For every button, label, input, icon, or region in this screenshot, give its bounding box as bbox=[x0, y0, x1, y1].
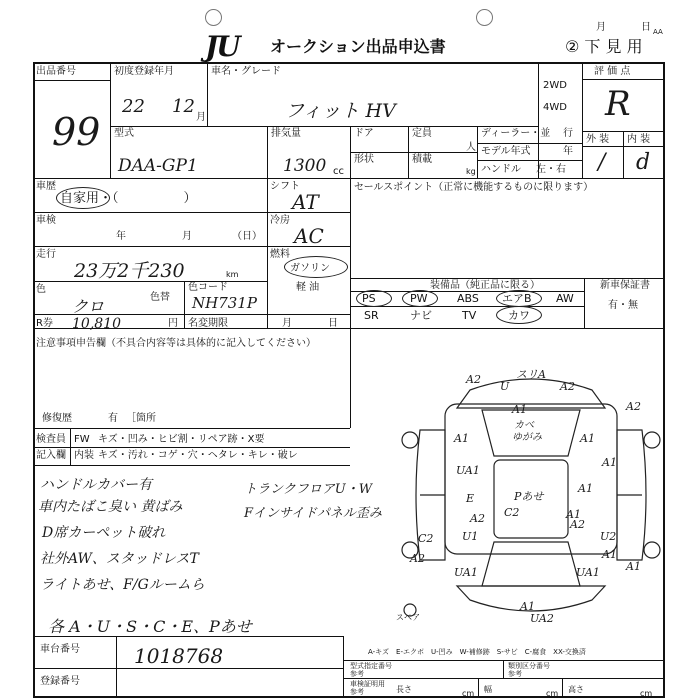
warranty-value: 有・無 bbox=[608, 300, 638, 311]
class-label: 類別区分番号 bbox=[508, 662, 550, 670]
month-label: 月 bbox=[596, 22, 606, 33]
inspection-month: 月 bbox=[182, 231, 192, 242]
mark: A2 bbox=[560, 380, 575, 393]
name-change-label: 名変期限 bbox=[188, 318, 228, 329]
mark: A2 bbox=[470, 512, 485, 525]
height-unit: cm bbox=[640, 689, 653, 698]
mark: カベ bbox=[514, 420, 534, 431]
model-label: 型式 bbox=[114, 128, 134, 139]
punch-hole bbox=[205, 9, 222, 26]
mark: UA2 bbox=[530, 612, 554, 625]
equip-navi: ナビ bbox=[410, 309, 432, 322]
mileage-value: 23万2千230 bbox=[74, 260, 185, 282]
exterior-grade: / bbox=[598, 150, 606, 175]
mark: C2 bbox=[418, 532, 434, 545]
displacement-value: 1300 bbox=[283, 156, 327, 176]
grade-value: R bbox=[605, 84, 631, 124]
exterior-label: 外 装 bbox=[586, 134, 610, 145]
note-line-3: D席カーペット破れ bbox=[42, 525, 166, 541]
spare-label: スペア bbox=[396, 613, 420, 622]
inspection-year: 年 bbox=[116, 231, 126, 242]
chassis-value: 1018768 bbox=[134, 644, 224, 668]
model-year-unit: 年 bbox=[563, 146, 573, 157]
door-label: ドア bbox=[354, 128, 374, 139]
mark: UA1 bbox=[456, 464, 480, 477]
interior-label: 内 装 bbox=[627, 134, 651, 145]
mark: A1 bbox=[602, 548, 617, 561]
cert-date-label: 車検証明用 bbox=[350, 680, 385, 688]
mark: C2 bbox=[504, 506, 520, 519]
equip-abs: ABS bbox=[457, 292, 479, 305]
color-code-value: NH731P bbox=[192, 294, 257, 312]
cert-ref: 参考 bbox=[350, 688, 364, 696]
recycle-unit: 円 bbox=[168, 318, 178, 329]
model-value: DAA-GP1 bbox=[118, 156, 198, 176]
drive-4wd: 4WD bbox=[543, 102, 567, 113]
equip-airbag-circle bbox=[496, 290, 542, 307]
type-cert-ref: 参考 bbox=[350, 670, 364, 678]
displacement-label: 排気量 bbox=[271, 128, 301, 139]
lot-number: 99 bbox=[52, 110, 101, 154]
model-year-label: モデル年式 bbox=[481, 146, 531, 157]
repair-location: ［箇所 bbox=[126, 413, 156, 424]
equip-ps: PS bbox=[362, 292, 376, 305]
aircon-value: AC bbox=[294, 224, 324, 248]
entry-label: 記入欄 bbox=[36, 450, 66, 461]
month-unit: 月 bbox=[196, 112, 206, 123]
class-ref: 参考 bbox=[508, 670, 522, 678]
warranty-label: 新車保証書 bbox=[600, 280, 650, 291]
shape-label: 形状 bbox=[354, 154, 374, 165]
inspection-label: 車検 bbox=[36, 215, 56, 226]
width-unit: cm bbox=[546, 689, 559, 698]
lot-label: 出品番号 bbox=[36, 66, 76, 77]
length-unit: cm bbox=[462, 689, 475, 698]
mark: UA1 bbox=[454, 566, 478, 579]
note-line-1: ハンドルカバー有 bbox=[40, 477, 152, 493]
mark: A1 bbox=[580, 432, 595, 445]
copy-label: ② 下 見 用 bbox=[565, 37, 643, 56]
mileage-label: 走行 bbox=[36, 249, 56, 260]
color-value: クロ bbox=[72, 297, 105, 316]
mark: UA1 bbox=[576, 566, 600, 579]
name-change-day: 日 bbox=[328, 318, 338, 329]
shift-label: シフト bbox=[270, 181, 300, 192]
equip-airbag: エアB bbox=[502, 292, 532, 305]
equip-leather-circle bbox=[496, 306, 542, 324]
mark: U2 bbox=[600, 530, 617, 543]
capacity-label: 定員 bbox=[412, 128, 432, 139]
type-cert-label: 型式指定番号 bbox=[350, 662, 392, 670]
equip-pw-circle bbox=[402, 290, 438, 307]
width-label: 幅 bbox=[484, 685, 492, 694]
first-reg-month: 12 bbox=[172, 96, 195, 117]
registration-label: 登録番号 bbox=[40, 676, 80, 687]
mark: A2 bbox=[466, 373, 481, 386]
usage-label: 車歴 bbox=[36, 181, 56, 192]
first-reg-label: 初度登録年月 bbox=[114, 66, 174, 77]
color-code-label: 色コード bbox=[188, 282, 228, 293]
equip-aw: AW bbox=[556, 292, 574, 305]
fuel-light-oil: 軽 油 bbox=[296, 282, 320, 293]
mark: スリA bbox=[516, 368, 546, 381]
height-label: 高さ bbox=[568, 685, 584, 694]
load-label: 積載 bbox=[412, 154, 432, 165]
recycle-value: 10,810 bbox=[72, 316, 121, 332]
interior-items: キズ・汚れ・コゲ・穴・ヘタレ・キレ・破レ bbox=[98, 450, 298, 461]
day-label: 日 bbox=[641, 22, 651, 33]
load-unit: kg bbox=[466, 167, 476, 176]
length-label: 長さ bbox=[396, 685, 412, 694]
punch-hole bbox=[476, 9, 493, 26]
interior-grade: d bbox=[636, 150, 651, 175]
handle-label: ハンドル bbox=[481, 164, 521, 175]
mark: A1 bbox=[454, 432, 469, 445]
color-change-label: 色替 bbox=[150, 292, 170, 303]
equip-tv: TV bbox=[462, 309, 477, 322]
notes-label: 注意事項申告欄（不具合内容等は具体的に記入してください） bbox=[36, 338, 316, 349]
drive-2wd: 2WD bbox=[543, 80, 567, 91]
car-name-label: 車名・グレード bbox=[211, 66, 281, 77]
recycle-label: R券 bbox=[36, 318, 53, 329]
equip-sr: SR bbox=[364, 309, 379, 322]
mark: A1 bbox=[512, 403, 527, 416]
car-name-value: フィット HV bbox=[285, 100, 396, 122]
mark: A1 bbox=[626, 560, 641, 573]
note-line-6: 各 A・U・S・C・E、Pあせ bbox=[48, 617, 252, 636]
mileage-unit: km bbox=[226, 270, 239, 279]
inspector-label: 検査員 bbox=[36, 434, 66, 445]
mark: E bbox=[466, 492, 475, 505]
mark: A2 bbox=[570, 518, 585, 531]
first-reg-year: 22 bbox=[122, 96, 145, 117]
chassis-label: 車台番号 bbox=[40, 644, 80, 655]
mark: U1 bbox=[462, 530, 479, 543]
note-line-5: ライトあせ、F/Gルームら bbox=[40, 577, 205, 593]
repair-value: 有 bbox=[108, 413, 118, 424]
mark: U bbox=[500, 380, 510, 393]
note-line-4: 社外AW、スタッドレスT bbox=[40, 551, 199, 567]
mark: A2 bbox=[410, 552, 425, 565]
usage-circle bbox=[56, 187, 110, 209]
mark: Pあせ bbox=[514, 490, 544, 503]
right-note-2: Fインサイドパネル歪み bbox=[244, 506, 382, 521]
equip-pw: PW bbox=[410, 292, 428, 305]
name-change-month: 月 bbox=[282, 318, 292, 329]
mark: A1 bbox=[566, 508, 581, 521]
inspector-fw-items: キズ・凹み・ヒビ割・リペア跡・X要 bbox=[98, 434, 265, 445]
aircon-label: 冷房 bbox=[270, 215, 290, 226]
mark: A2 bbox=[626, 400, 641, 413]
fuel-gasoline: ガソリン bbox=[290, 263, 330, 274]
usage-value: 自家用・（ ） bbox=[60, 191, 197, 206]
aa-label: AA bbox=[653, 28, 663, 36]
color-label: 色 bbox=[36, 284, 46, 295]
note-line-2: 車内たばこ臭い 黄ばみ bbox=[38, 499, 183, 515]
right-note-1: トランクフロアU・W bbox=[244, 482, 373, 497]
displacement-unit: cc bbox=[333, 166, 344, 177]
sales-point-label: セールスポイント（正常に機能するものに限ります） bbox=[354, 182, 594, 193]
mark: ゆがみ bbox=[512, 432, 542, 443]
ju-logo: JU bbox=[205, 30, 239, 63]
capacity-unit: 人 bbox=[466, 142, 476, 153]
mark: A1 bbox=[578, 482, 593, 495]
damage-legend: A-キズ E-エクボ U-凹み W-補修跡 S-サビ C-腐食 XX-交換済 bbox=[368, 648, 586, 656]
inspector-fw: FW bbox=[74, 434, 90, 445]
form-title: オークション出品申込書 bbox=[270, 37, 446, 56]
handle-value: 左・右 bbox=[536, 164, 566, 175]
equipment-label: 装備品（純正品に限る） bbox=[430, 280, 540, 291]
equip-ps-circle bbox=[356, 290, 392, 307]
shift-value: AT bbox=[292, 190, 319, 214]
fuel-circle bbox=[284, 256, 348, 278]
interior-row-label: 内装 bbox=[74, 450, 94, 461]
grade-label: 評 価 点 bbox=[594, 66, 631, 77]
repair-label: 修復歴 bbox=[42, 413, 72, 424]
inspection-day: （日） bbox=[232, 231, 262, 242]
mark: A1 bbox=[520, 600, 535, 613]
fuel-label: 燃料 bbox=[270, 249, 290, 260]
equip-leather: カワ bbox=[508, 309, 530, 322]
mark: A1 bbox=[602, 456, 617, 469]
dealer-unit: 行 bbox=[563, 128, 573, 139]
dealer-label: ディーラー・並 bbox=[481, 128, 551, 139]
